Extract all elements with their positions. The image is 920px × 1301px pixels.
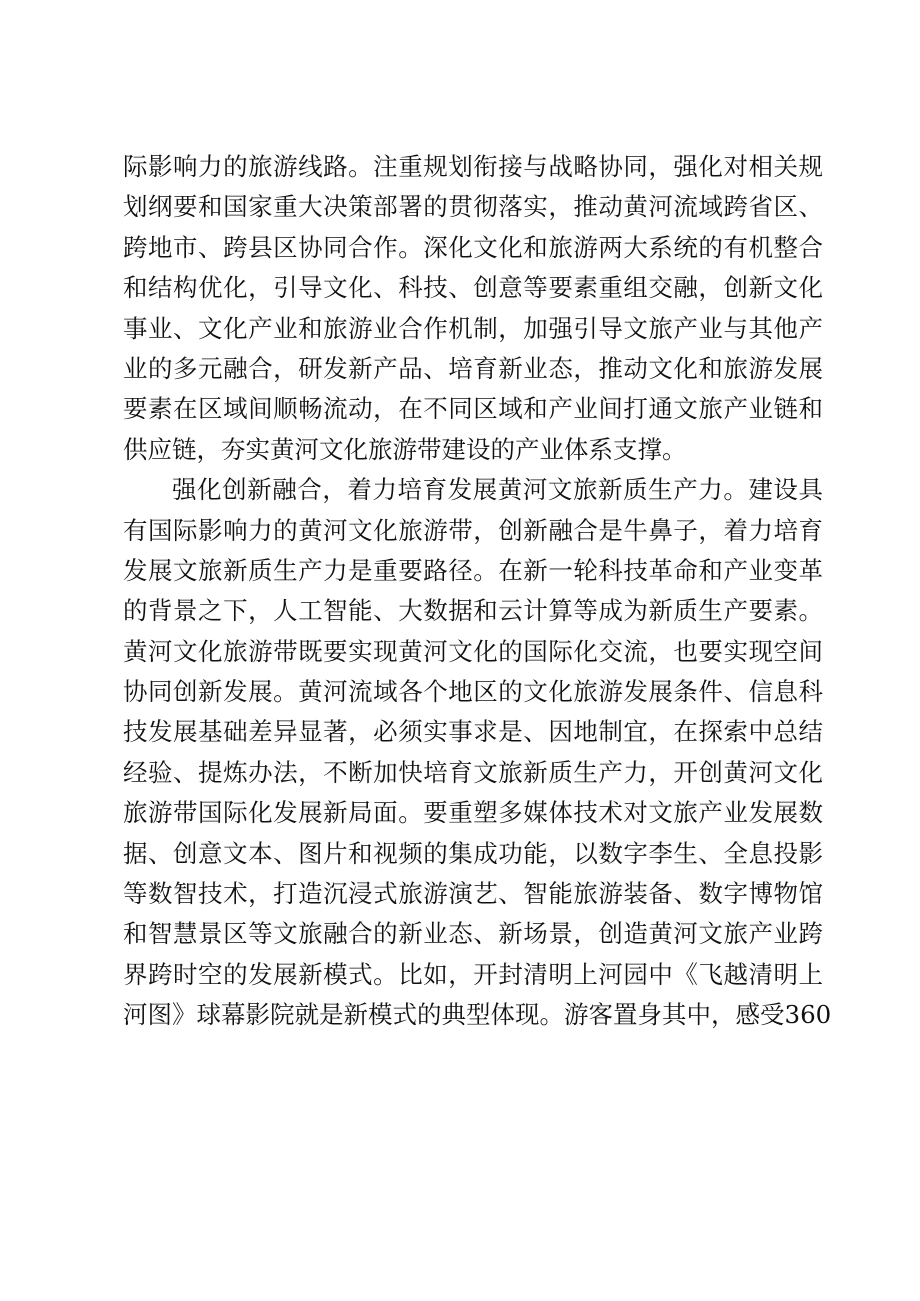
paragraph-2 bbox=[123, 470, 832, 1035]
paragraph-1 bbox=[123, 147, 823, 470]
text-line: 划纲要和国家重大决策部署的贯彻落实，推动黄河流域跨省区、 bbox=[123, 192, 823, 222]
text-line: 发展文旅新质生产力是重要路径。在新一轮科技革命和产业变革 bbox=[123, 555, 823, 585]
text-line: 据、创意文本、图片和视频的集成功能，以数字李生、全息投影 bbox=[123, 838, 823, 868]
text-line: 河图》球幕影院就是新模式的典型体现。游客置身其中，感受360 bbox=[123, 1000, 832, 1030]
text-line: 旅游带国际化发展新局面。要重塑多媒体技术对文旅产业发展数 bbox=[123, 798, 823, 828]
text-line: 和结构优化，引导文化、科技、创意等要素重组交融，创新文化 bbox=[123, 273, 823, 303]
body-text bbox=[123, 147, 832, 1036]
text-line: 业的多元融合，研发新产品、培育新业态，推动文化和旅游发展 bbox=[123, 353, 823, 383]
text-line: 事业、文化产业和旅游业合作机制，加强引导文旅产业与其他产 bbox=[123, 313, 823, 343]
text-line: 际影响力的旅游线路。注重规划衔接与战略协同，强化对相关规 bbox=[123, 152, 823, 181]
text-line: 跨地市、跨县区协同合作。深化文化和旅游两大系统的有机整合 bbox=[123, 232, 823, 262]
text-line: 协同创新发展。黄河流域各个地区的文化旅游发展条件、信息科 bbox=[123, 677, 823, 707]
text-line: 界跨时空的发展新模式。比如，开封清明上河园中《飞越清明上 bbox=[123, 959, 823, 989]
text-line: 技发展基础差异显著，必须实事求是、因地制宜，在探索中总结 bbox=[123, 717, 823, 747]
text-line: 供应链，夯实黄河文化旅游带建设的产业体系支撑。 bbox=[123, 434, 687, 464]
text-line: 有国际影响力的黄河文化旅游带，创新融合是牛鼻子，着力培育 bbox=[123, 515, 823, 545]
text-line: 的背景之下，人工智能、大数据和云计算等成为新质生产要素。 bbox=[123, 596, 823, 626]
text-line: 经验、提炼办法，不断加快培育文旅新质生产力，开创黄河文化 bbox=[123, 757, 823, 787]
text-line: 黄河文化旅游带既要实现黄河文化的国际化交流，也要实现空间 bbox=[123, 636, 823, 666]
text-line: 等数智技术，打造沉浸式旅游演艺、智能旅游装备、数字博物馆 bbox=[123, 879, 823, 909]
text-line: 和智慧景区等文旅融合的新业态、新场景，创造黄河文旅产业跨 bbox=[123, 919, 823, 949]
text-line: 要素在区域间顺畅流动，在不同区域和产业间打通文旅产业链和 bbox=[123, 394, 823, 424]
text-line: 强化创新融合，着力培育发展黄河文旅新质生产力。建设具 bbox=[172, 475, 823, 505]
